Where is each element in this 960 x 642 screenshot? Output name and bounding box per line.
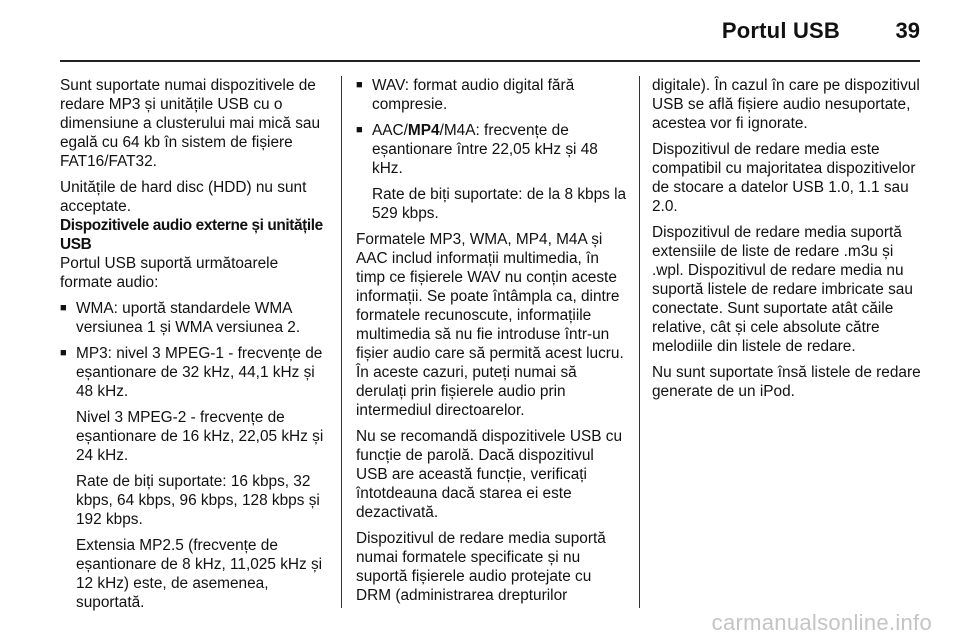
section-title: Portul USB (721, 18, 840, 43)
page-number: 39 (895, 18, 920, 43)
list-item-aac (356, 121, 628, 178)
aac-mp4-bold: MP4 (407, 122, 440, 139)
column-1 (60, 76, 332, 619)
paragraph-multimedia-info: Formatele MP3, WMA, MP4, M4A și AAC includ informații multimedia, în timp ce fișierele WAV nu conțin aceste informații. Se poate întâmpla ca, dintre formatele recunoscute, informațiile multimedia să nu fie introduse într-un fișier audio care să permită acest lucru. În aceste cazuri, puteți numai să derulați prin fișierele audio prin intermediul directoarelor. (356, 231, 624, 419)
page-header (0, 0, 960, 62)
paragraph-unsupported-files: digitale). În cazul în care pe dispozitivul USB se află fișiere audio nesuportate, acestea vor fi ignorate. (652, 77, 920, 132)
paragraph-compatibility: Dispozitivul de redare media este compatibil cu majoritatea dispozitivelor de stocare a datelor USB 1.0, 1.1 sau 2.0. (652, 141, 916, 215)
column-3 (652, 76, 924, 408)
list-item-text: WAV: format audio digital fără compresie. (372, 77, 575, 113)
paragraph-ipod: Nu sunt suportate însă listele de redare generate de un iPod. (652, 364, 921, 400)
bullet-icon: ■ (60, 347, 67, 359)
aac-rest: /M4A: frecvențe de eșantionare între 22,05 kHz și 48 kHz. (372, 122, 598, 177)
mp3-detail-bitrates: Rate de biți suportate: 16 kbps, 32 kbps, 64 kbps, 96 kbps, 128 kbps și 192 kbps. (76, 473, 320, 528)
paragraph-formats-intro: Portul USB suportă următoarele formate audio: (60, 255, 279, 291)
bullet-icon: ■ (356, 124, 363, 136)
list-item-wav (356, 76, 628, 114)
aac-detail-bitrates: Rate de biți suportate: de la 8 kbps la 529 kbps. (372, 186, 627, 222)
header-rule (60, 60, 920, 62)
paragraph-playlists: Dispozitivul de redare media suportă extensiile de liste de redare .m3u și .wpl. Dispozitivul de redare media nu suportă listele de redare imbricate sau conectate. Sunt suportate atât căile relative, cât și cele absolute către melodiile din listele de redare. (652, 224, 913, 355)
section-heading: Dispozitivele audio externe și unitățile USB (60, 217, 323, 253)
paragraph-supported-devices: Sunt suportate numai dispozitivele de redare MP3 și unitățile USB cu o dimensiune a clusterului mai mică sau egală cu 64 kb în sistem de fișiere FAT16/FAT32. (60, 77, 321, 170)
aac-prefix: AAC/ (372, 122, 408, 139)
list-item-mp3 (60, 344, 332, 401)
column-2 (356, 76, 628, 612)
mp3-detail-mp25: Extensia MP2.5 (frecvențe de eșantionare de 8 kHz, 11,025 kHz și 12 kHz) este, de asemenea, suportată. (76, 537, 323, 611)
list-item-wma (60, 299, 332, 337)
paragraph-hdd: Unitățile de hard disc (HDD) nu sunt acceptate. (60, 179, 307, 215)
bullet-icon: ■ (60, 302, 67, 314)
list-item-text: WMA: uportă standardele WMA versiunea 1 și WMA versiunea 2. (76, 300, 301, 336)
mp3-detail-mpeg2: Nivel 3 MPEG-2 - frecvențe de eșantionare de 16 kHz, 22,05 kHz și 24 kHz. (76, 409, 324, 464)
watermark: carmanualsonline.info (711, 610, 932, 635)
column-divider (341, 76, 342, 608)
bullet-icon: ■ (356, 79, 363, 91)
list-item-text: MP3: nivel 3 MPEG-1 - frecvențe de eșantionare de 32 kHz, 44,1 kHz și 48 kHz. (76, 345, 323, 400)
column-divider (639, 76, 640, 608)
paragraph-password: Nu se recomandă dispozitivele USB cu funcție de parolă. Dacă dispozitivul USB are această funcție, verificați întotdeauna dacă starea ei este dezactivată. (356, 428, 623, 521)
paragraph-drm: Dispozitivul de redare media suportă numai formatele specificate și nu suportă fișierele audio protejate cu DRM (administrarea drepturilor (356, 530, 606, 604)
